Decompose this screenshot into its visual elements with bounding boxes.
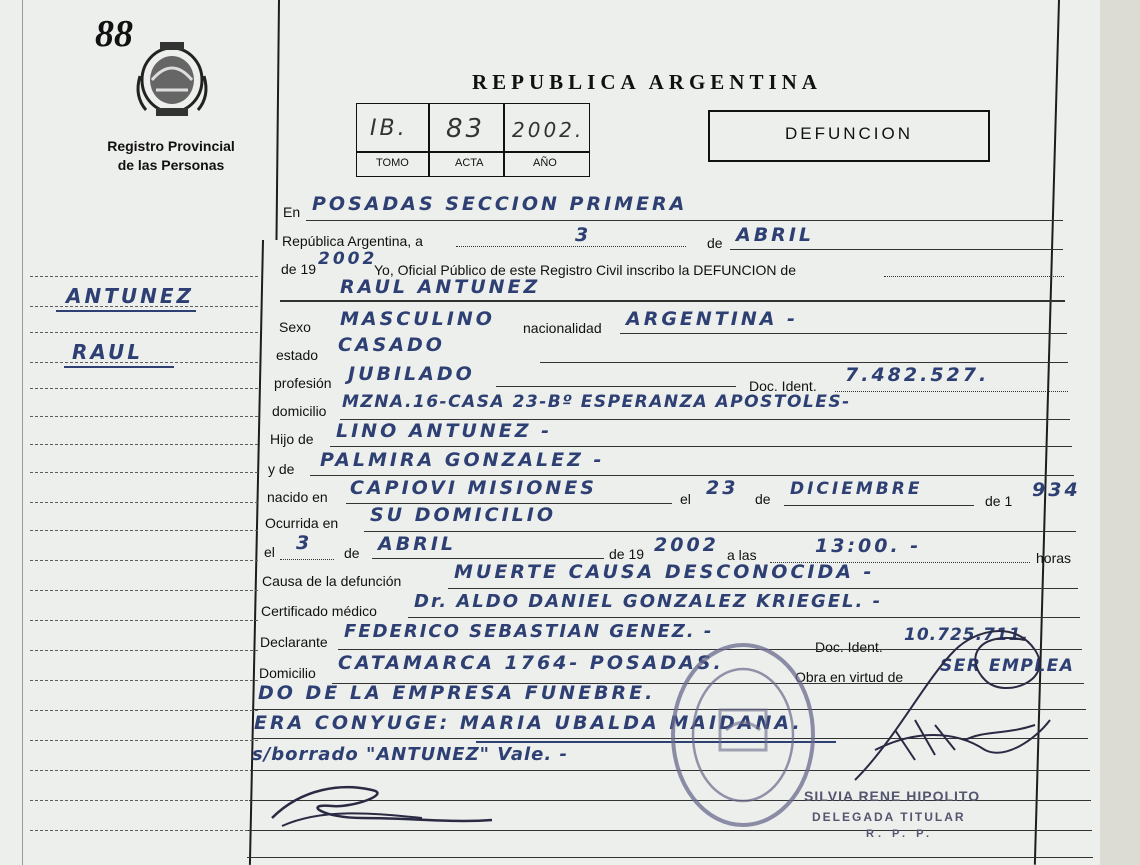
de2-label: de: [755, 491, 771, 507]
declarante-value: FEDERICO SEBASTIAN GENEZ. -: [344, 621, 714, 642]
stub-line: [30, 388, 258, 389]
declarante-label: Declarante: [260, 634, 328, 650]
box-divider: [503, 104, 505, 176]
record-type-label: DEFUNCION: [784, 124, 914, 143]
registry-line-1: Registro Provincial: [107, 138, 235, 154]
el2-label: el: [264, 544, 275, 560]
ano-label: AÑO: [533, 157, 557, 169]
month-value: ABRIL: [736, 224, 814, 246]
nacionalidad-value: ARGENTINA -: [626, 308, 798, 330]
cert-value: Dr. ALDO DANIEL GONZALEZ KRIEGEL. -: [414, 591, 883, 612]
el-label: el: [680, 491, 691, 507]
doc-label: Doc. Ident.: [749, 378, 817, 394]
tomo-value: IB.: [370, 116, 408, 141]
continuation-line-a: DO DE LA EMPRESA FUNEBRE.: [258, 682, 656, 704]
form-line: [730, 249, 1063, 250]
death-day: 3: [296, 532, 313, 554]
form-line: [247, 857, 1093, 858]
death-month: ABRIL: [378, 533, 456, 555]
domicilio2-value: CATAMARCA 1764- POSADAS.: [338, 652, 724, 674]
right-edge-shadow: [1100, 0, 1140, 865]
form-line: [280, 300, 1065, 302]
ano-value: 2002.: [512, 118, 585, 142]
form-line: [540, 362, 1068, 363]
death-year: 2002: [654, 534, 719, 556]
stub-divider-line: [275, 0, 280, 240]
stub-line: [30, 444, 258, 445]
birth-day: 23: [706, 477, 739, 499]
dotted-line: [835, 391, 1068, 392]
hour-value: 13:00. -: [815, 535, 922, 557]
stub-line: [30, 560, 258, 561]
stub-given-name: RAUL: [72, 340, 143, 364]
stub-line: [30, 590, 258, 591]
signatory-name: SILVIA RENE HIPOLITO: [804, 788, 981, 804]
doc2-value: 10.725.711.: [904, 625, 1030, 645]
causa-value: MUERTE CAUSA DESCONOCIDA -: [454, 561, 875, 583]
de3-label: de: [344, 545, 360, 561]
alas-label: a las: [727, 547, 757, 563]
estado-value: CASADO: [338, 334, 445, 356]
nacionalidad-label: nacionalidad: [523, 320, 602, 336]
stub-given-name-underline: [64, 366, 174, 368]
stub-line: [30, 332, 258, 333]
stub-line: [30, 362, 258, 363]
stub-line: [30, 416, 258, 417]
en-value: POSADAS SECCION PRIMERA: [312, 193, 688, 215]
dotted-line: [280, 559, 334, 560]
domicilio2-label: Domicilio: [259, 665, 316, 681]
dotted-line: [456, 246, 686, 247]
profesion-value: JUBILADO: [348, 363, 475, 385]
en-label: En: [283, 204, 301, 220]
nacido-value: CAPIOVI MISIONES: [350, 477, 597, 499]
acta-label: ACTA: [455, 157, 484, 169]
signatory-title: DELEGADA TITULAR: [812, 810, 966, 824]
year-value: 2002: [318, 249, 378, 269]
form-line: [620, 333, 1067, 334]
stub-divider-line-lower: [249, 240, 264, 865]
continuation-line-b: ERA CONYUGE: MARIA UBALDA MAIDANA.: [254, 712, 803, 734]
profesion-label: profesión: [274, 375, 332, 391]
de-label: de: [707, 235, 723, 251]
official-text: Yo, Oficial Público de este Registro Civil inscribo la DEFUNCION de: [374, 262, 796, 278]
cert-label: Certificado médico: [261, 603, 377, 619]
ocurrida-value: SU DOMICILIO: [370, 504, 556, 526]
stub-line: [30, 680, 258, 681]
ocurrida-label: Ocurrida en: [265, 515, 339, 531]
official-seal-icon: [668, 640, 818, 830]
stub-line: [30, 710, 258, 711]
sexo-label: Sexo: [279, 319, 311, 335]
stub-line: [30, 620, 258, 621]
declarant-signature: [262, 778, 502, 838]
causa-label: Causa de la defunción: [262, 573, 402, 589]
obra-value: SER EMPLEA: [940, 656, 1075, 676]
deceased-name: RAUL ANTUNEZ: [340, 276, 541, 298]
obra-label: Obra en virtud de: [795, 669, 904, 685]
day-value: 3: [575, 224, 592, 246]
stub-line: [30, 770, 258, 771]
stub-line: [30, 502, 258, 503]
stub-line: [30, 800, 258, 801]
stub-line: [30, 472, 258, 473]
form-line: [364, 531, 1076, 532]
birth-month: DICIEMBRE: [790, 479, 923, 499]
form-line: [306, 220, 1063, 221]
stub-surname-underline: [56, 310, 196, 312]
tomo-label: TOMO: [376, 157, 409, 169]
box-divider-horizontal: [357, 151, 589, 153]
year-prefix-label: de 19: [281, 261, 317, 277]
form-line: [310, 475, 1074, 476]
coat-of-arms-icon: [132, 36, 212, 120]
sexo-value: MASCULINO: [340, 308, 495, 330]
doc2-label: Doc. Ident.: [815, 639, 883, 655]
stub-line: [30, 530, 258, 531]
country-title: REPUBLICA ARGENTINA: [472, 70, 822, 94]
registry-line-2: de las Personas: [117, 157, 225, 173]
de19-label: de 19: [609, 546, 645, 562]
dotted-line: [884, 276, 1064, 277]
continuation-line-c: s/borrado "ANTUNEZ" Vale. -: [252, 744, 568, 765]
stub-line: [30, 740, 258, 741]
signatory-org: R. P. P.: [866, 828, 934, 840]
form-line: [784, 505, 974, 506]
estado-label: estado: [276, 347, 319, 363]
acta-value: 83: [446, 114, 486, 144]
page-number: 88: [95, 13, 133, 55]
domicilio-value: MZNA.16-CASA 23-Bº ESPERANZA APOSTOLES-: [342, 392, 851, 412]
stub-surname: ANTUNEZ: [66, 284, 195, 308]
form-line: [496, 386, 736, 387]
de1-label: de 1: [985, 493, 1013, 509]
box-divider: [428, 104, 430, 176]
yde-label: y de: [268, 461, 295, 477]
left-margin-line: [22, 0, 23, 865]
registry-name: [86, 137, 256, 175]
form-line: [448, 588, 1078, 589]
registrar-signature: [835, 620, 1075, 800]
domicilio-label: domicilio: [272, 403, 327, 419]
form-line: [330, 446, 1072, 447]
republica-label: República Argentina, a: [282, 233, 423, 249]
birth-year: 934: [1032, 479, 1081, 501]
horas-label: horas: [1036, 550, 1072, 566]
nacido-label: nacido en: [267, 489, 328, 505]
doc-value: 7.482.527.: [845, 364, 990, 386]
hijo-label: Hijo de: [270, 431, 314, 447]
form-line: [372, 558, 604, 559]
hijo-value: LINO ANTUNEZ -: [336, 420, 552, 442]
stub-line: [30, 650, 258, 651]
stub-line: [30, 830, 258, 831]
stub-line: [30, 276, 258, 277]
yde-value: PALMIRA GONZALEZ -: [320, 449, 605, 471]
form-line: [408, 617, 1080, 618]
